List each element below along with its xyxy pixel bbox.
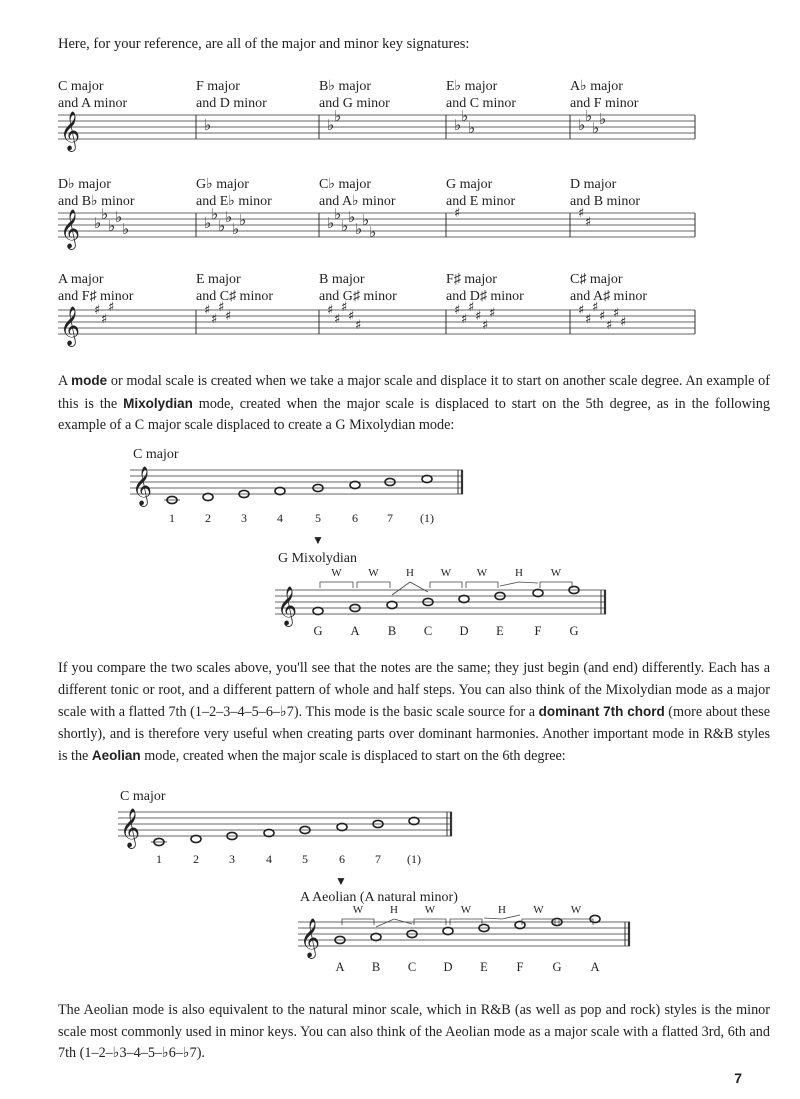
ex1-mixolydian-note (533, 589, 543, 596)
ex2-step-label: W (352, 904, 364, 916)
sharp-sign: ♯ (348, 309, 355, 324)
ex2-degree: (1) (407, 852, 421, 866)
flat-sign: ♭ (122, 220, 130, 238)
ex1-degree: 6 (352, 511, 358, 525)
flat-sign: ♭ (369, 223, 377, 241)
flat-sign: ♭ (362, 211, 370, 229)
ex2-note-name: E (480, 960, 488, 974)
key-signature-label: D♭ major and B♭ minor (58, 177, 135, 209)
term-mixolydian: Mixolydian (123, 395, 193, 411)
treble-clef-icon: 𝄞 (60, 209, 81, 249)
ex1-cmajor-note (203, 493, 213, 500)
key-signature-label: F♯ major and D♯ minor (446, 272, 524, 304)
ex1-note-name: A (350, 624, 360, 638)
ex1-half-step-bracket (392, 582, 428, 595)
flat-sign: ♭ (468, 119, 476, 137)
ex2-step-label: H (498, 904, 506, 916)
ex2-cmajor-note (337, 823, 347, 830)
ex2-step-label: W (570, 904, 582, 916)
ex1-cmajor-note (422, 475, 432, 482)
page-number: 7 (734, 1070, 742, 1086)
flat-sign: ♭ (204, 116, 212, 134)
ex2-step-label: W (460, 904, 472, 916)
ex1-mixolydian-note (387, 601, 397, 608)
ex1-degree: 2 (205, 511, 211, 525)
ex1-step-label: H (406, 567, 414, 579)
sharp-sign: ♯ (585, 312, 592, 327)
sharp-sign: ♯ (585, 215, 592, 230)
key-signature-label: B♭ major and G minor (319, 79, 390, 111)
ex1-whole-step-bracket (466, 582, 498, 588)
ex2-note-name: A (335, 960, 345, 974)
flat-sign: ♭ (327, 214, 335, 232)
key-signature-label: C♭ major and A♭ minor (319, 177, 396, 209)
flat-sign: ♭ (592, 119, 600, 137)
flat-sign: ♭ (327, 116, 335, 134)
ex1-step-label: W (440, 567, 452, 579)
paragraph-mode: A mode or modal scale is created when we take a major scale and displace it to start on another scale degree. An example of this is the Mixolydian mode, created when the major scale is displaced to start on the 5th degree, as in the following example of a C major scale displaced to create a G Mixolydian mode: (58, 373, 770, 433)
ex2-note-name: D (443, 960, 453, 974)
ex1-degree: 4 (277, 511, 283, 525)
key-signature-label: D major and B minor (570, 177, 640, 209)
sharp-sign: ♯ (578, 303, 585, 318)
ex1-note-name: D (459, 624, 469, 638)
sharp-sign: ♯ (489, 306, 496, 321)
flat-sign: ♭ (108, 217, 116, 235)
flat-sign: ♭ (218, 217, 226, 235)
ex2-note-name: C (407, 960, 417, 974)
treble-clef-icon: 𝄞 (132, 466, 153, 506)
ex2-cmajor-note (264, 829, 274, 836)
treble-clef-icon: 𝄞 (120, 808, 141, 848)
intro-text: Here, for your reference, are all of the major and minor key signatures: (58, 36, 470, 52)
ex1-whole-step-bracket (430, 582, 462, 588)
ex1-degree: 5 (315, 511, 321, 525)
sharp-sign: ♯ (606, 318, 613, 333)
ex2-degree: 2 (193, 852, 199, 866)
sharp-sign: ♯ (204, 303, 211, 318)
flat-sign: ♭ (94, 214, 102, 232)
key-signature-label: E♭ major and C minor (446, 79, 516, 111)
term-dominant-7th: dominant 7th chord (538, 704, 665, 719)
flat-sign: ♭ (239, 211, 247, 229)
ex1-scale-title: C major (133, 447, 179, 462)
ex2-aeolian-note (515, 921, 525, 928)
key-signature-label: G major and E minor (446, 177, 516, 209)
sharp-sign: ♯ (461, 312, 468, 327)
flat-sign: ♭ (204, 214, 212, 232)
ex1-step-label: W (550, 567, 562, 579)
key-signature-label: B major and G♯ minor (319, 272, 397, 304)
sharp-sign: ♯ (355, 318, 362, 333)
ex1-mode-title: G Mixolydian (278, 551, 357, 566)
sharp-sign: ♯ (454, 303, 461, 318)
flat-sign: ♭ (341, 217, 349, 235)
flat-sign: ♭ (115, 208, 123, 226)
sharp-sign: ♯ (327, 303, 334, 318)
ex2-step-label: H (390, 904, 398, 916)
sharp-sign: ♯ (94, 303, 101, 318)
sharp-sign: ♯ (211, 312, 218, 327)
ex2-cmajor-note (409, 817, 419, 824)
treble-clef-icon: 𝄞 (60, 306, 81, 346)
term-aeolian: Aeolian (91, 748, 141, 763)
ex1-degree: (1) (420, 511, 434, 525)
flat-sign: ♭ (599, 110, 607, 128)
key-signature-label: C♯ major and A♯ minor (570, 272, 647, 304)
flat-sign: ♭ (348, 208, 356, 226)
flat-sign: ♭ (461, 107, 469, 125)
ex1-degree: 1 (169, 511, 175, 525)
ex1-down-arrow: ▼ (312, 533, 324, 547)
sharp-sign: ♯ (482, 318, 489, 333)
key-signature-label: A♭ major and F minor (570, 79, 639, 111)
ex2-degree: 7 (375, 852, 381, 866)
ex1-step-label: W (331, 567, 342, 579)
flat-sign: ♭ (334, 107, 342, 125)
flat-sign: ♭ (232, 220, 240, 238)
ex2-cmajor-note (191, 835, 201, 842)
ex2-scale-title: C major (120, 789, 166, 804)
key-signature-label: A major and F♯ minor (58, 272, 134, 304)
ex1-whole-step-bracket (320, 582, 353, 588)
ex1-note-name: F (534, 624, 542, 638)
sharp-sign: ♯ (218, 300, 225, 315)
ex1-mixolydian-note (459, 595, 469, 602)
ex1-mixolydian-note (313, 607, 323, 614)
treble-clef-icon: 𝄞 (60, 111, 81, 151)
sharp-sign: ♯ (592, 300, 599, 315)
ex1-note-name: G (569, 624, 579, 638)
ex1-cmajor-note (350, 481, 360, 488)
sharp-sign: ♯ (225, 309, 232, 324)
key-signature-label: G♭ major and E♭ minor (196, 177, 272, 209)
ex1-degree: 3 (241, 511, 247, 525)
sharp-sign: ♯ (101, 312, 108, 327)
flat-sign: ♭ (334, 205, 342, 223)
ex2-degree: 5 (302, 852, 308, 866)
sharp-sign: ♯ (341, 300, 348, 315)
sharp-sign: ♯ (578, 206, 585, 221)
key-signature-label: F major and D minor (196, 79, 267, 111)
key-signature-label: E major and C♯ minor (196, 272, 273, 304)
ex1-cmajor-note (275, 487, 285, 494)
ex2-step-label: W (424, 904, 436, 916)
ex2-degree: 1 (156, 852, 162, 866)
flat-sign: ♭ (454, 116, 462, 134)
treble-clef-icon: 𝄞 (300, 918, 321, 958)
ex1-note-name: B (387, 624, 397, 638)
sharp-sign: ♯ (599, 309, 606, 324)
flat-sign: ♭ (101, 205, 109, 223)
ex1-note-name: E (496, 624, 504, 638)
flat-sign: ♭ (225, 208, 233, 226)
ex2-degree: 4 (266, 852, 272, 866)
ex1-whole-step-bracket (540, 582, 572, 588)
sharp-sign: ♯ (613, 306, 620, 321)
sharp-sign: ♯ (454, 206, 461, 221)
ex2-aeolian-note (371, 933, 381, 940)
ex1-step-label: W (368, 567, 379, 579)
ex1-whole-step-bracket (357, 582, 390, 588)
term-mode: mode (71, 373, 108, 388)
ex2-half-step-bracket (376, 919, 412, 927)
paragraph-mixolydian: If you compare the two scales above, you'll see that the notes are the same; they just begin (and end) differently. Each has a different tonic or root, and a different pattern of whole and half steps. You can also think of the Mixolydian mode as a major scale with a flatted 7th (1–2–3–4–5–6–♭7). This mode is the basic scale source for a dominant 7th chord (more about these shortly), and is therefore very useful when creating parts over dominant harmonies. Another important mode in R&B styles is the Aeolian mode, created when the major scale is displaced to start on the 6th degree: (58, 660, 770, 764)
paragraph-aeolian: The Aeolian mode is also equivalent to the natural minor scale, which in R&B (as well as pop and rock) styles is the minor scale most commonly used in minor keys. You can also think of the Aeolian mode as a major scale with a flatted 3rd, 6th and 7th (1–2–♭3–4–5–♭6–♭7). (58, 1002, 770, 1061)
ex1-note-name: G (313, 624, 323, 638)
key-signature-label: C major and A minor (58, 79, 128, 111)
ex2-step-label: W (533, 904, 544, 916)
treble-clef-icon: 𝄞 (277, 586, 298, 626)
ex2-mode-title: A Aeolian (A natural minor) (300, 890, 458, 905)
ex1-note-name: C (423, 624, 433, 638)
ex2-note-name: B (371, 960, 381, 974)
ex1-step-label: W (476, 567, 488, 579)
flat-sign: ♭ (585, 107, 593, 125)
ex2-aeolian-note (443, 927, 453, 934)
ex2-degree: 3 (229, 852, 235, 866)
ex1-degree: 7 (387, 511, 393, 525)
flat-sign: ♭ (578, 116, 586, 134)
sharp-sign: ♯ (468, 300, 475, 315)
ex2-note-name: F (516, 960, 524, 974)
ex2-degree: 6 (339, 852, 345, 866)
ex1-step-label: H (515, 567, 523, 579)
ex2-note-name: A (590, 960, 600, 974)
sharp-sign: ♯ (334, 312, 341, 327)
flat-sign: ♭ (211, 205, 219, 223)
sharp-sign: ♯ (475, 309, 482, 324)
flat-sign: ♭ (355, 220, 363, 238)
ex2-note-name: G (552, 960, 562, 974)
ex1-half-step-bracket (500, 582, 538, 586)
sharp-sign: ♯ (620, 315, 627, 330)
sharp-sign: ♯ (108, 300, 115, 315)
ex2-down-arrow: ▼ (335, 874, 347, 888)
